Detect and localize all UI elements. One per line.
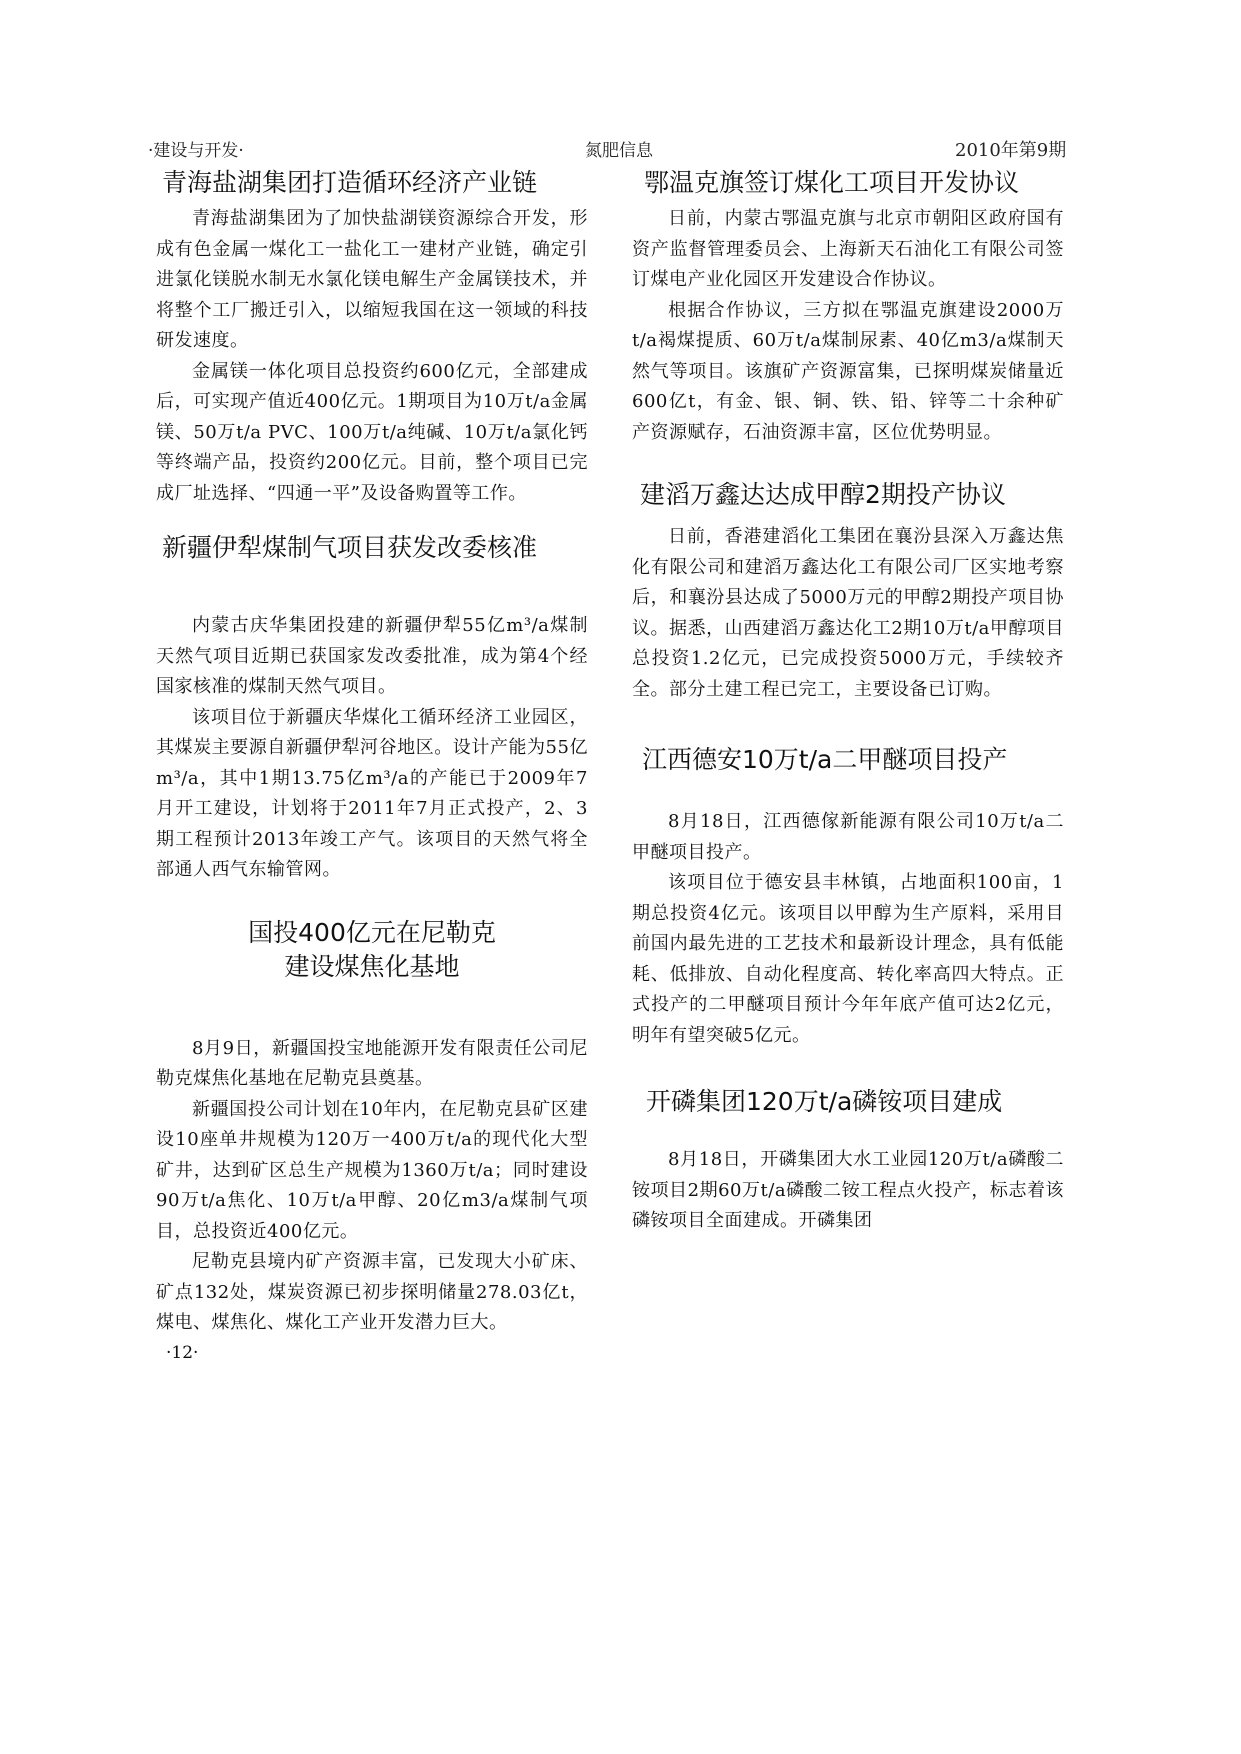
article-guotou-nileke: [156, 916, 588, 1339]
article-title: 建滔万鑫达达成甲醇2期投产协议: [640, 480, 1006, 509]
article-paragraph: 日前，香港建滔化工集团在襄汾县深入万鑫达焦化有限公司和建滔万鑫达化工有限公司厂区实地考察后，和襄汾县达成了5000万元的甲醇2期投产项目协议。据悉，山西建滔万鑫达化工2期10万t/a甲醇项目总投资1.2亿元，已完成投资5000万元，手续较齐全。部分土建工程已完工，主要设备已订购。: [632, 526, 1064, 700]
page-number: ·12·: [166, 1342, 199, 1363]
right-column: [632, 166, 1064, 1237]
header-journal: 氮肥信息: [585, 141, 653, 161]
left-column: [156, 166, 588, 1363]
article-paragraph: 8月18日，江西德傢新能源有限公司10万t/a二甲醚项目投产。: [632, 811, 1064, 863]
article-title: 青海盐湖集团打造循环经济产业链: [162, 168, 538, 197]
article-paragraph: 8月18日，开磷集团大水工业园120万t/a磷酸二铵项目2期60万t/a磷酸二铵工程点火投产，标志着该磷铵项目全面建成。开磷集团: [632, 1149, 1064, 1231]
article-paragraph: 该项目位于新疆庆华煤化工循环经济工业园区，其煤炭主要源自新疆伊犁河谷地区。设计产能为55亿m³/a，其中1期13.75亿m³/a的产能已于2009年7月开工建设，计划将于2011年7月正式投产，2、3期工程预计2013年竣工产气。该项目的天然气将全部通人西气东输管网。: [156, 706, 588, 880]
header-section: ·建设与开发·: [148, 141, 244, 161]
article-paragraph: 新疆国投公司计划在10年内，在尼勒克县矿区建设10座单井规模为120万一400万t/a的现代化大型矿井，达到矿区总生产规模为1360万t/a；同时建设90万t/a焦化、10万t/a甲醇、20亿m3/a煤制气项目，总投资近400亿元。: [156, 1098, 588, 1242]
article-paragraph: 根据合作协议，三方拟在鄂温克旗建设2000万t/a褐煤提质、60万t/a煤制尿素、40亿m3/a煤制天然气等项目。该旗矿产资源富集，已探明煤炭储量近600亿t，有金、银、铜、铁、铅、锌等二十余种矿产资源赋存，石油资源丰富，区位优势明显。: [632, 299, 1064, 443]
article-paragraph: 内蒙古庆华集团投建的新疆伊犁55亿m³/a煤制天然气项目近期已获国家发改委批准，成为第4个经国家核准的煤制天然气项目。: [156, 615, 588, 697]
article-title: 鄂温克旗签订煤化工项目开发协议: [644, 168, 1020, 197]
article-paragraph: 该项目位于德安县丰林镇，占地面积100亩，1期总投资4亿元。该项目以甲醇为生产原料，采用目前国内最先进的工艺技术和最新设计理念，具有低能耗、低排放、自动化程度高、转化率高四大特点。正式投产的二甲醚项目预计今年年底产值可达2亿元，明年有望突破5亿元。: [632, 872, 1064, 1046]
article-xinjiang-yili: [156, 531, 588, 886]
article-paragraph: 日前，内蒙古鄂温克旗与北京市朝阳区政府国有资产监督管理委员会、上海新天石油化工有限公司签订煤电产业化园区开发建设合作协议。: [632, 208, 1064, 290]
article-jiantao-wanxinda: [632, 478, 1064, 705]
article-title-line1: 国投400亿元在尼勒克: [248, 917, 496, 947]
article-paragraph: 青海盐湖集团为了加快盐湖镁资源综合开发，形成有色金属一煤化工一盐化工一建材产业链，确定引进氯化镁脱水制无水氯化镁电解生产金属镁技术，并将整个工厂搬迁引入，以缩短我国在这一领域的科技研发速度。: [156, 208, 588, 351]
article-qinghai-salt-lake: [156, 166, 588, 509]
article-title-line2: 建设煤焦化基地: [284, 951, 460, 981]
article-kailin-group: [632, 1085, 1064, 1237]
article-paragraph: 8月9日，新疆国投宝地能源开发有限责任公司尼勒克煤焦化基地在尼勒克县奠基。: [156, 1037, 588, 1089]
article-jiangxi-dean: [632, 743, 1064, 1051]
header-issue: 2010年第9期: [955, 140, 1067, 161]
article-paragraph: 尼勒克县境内矿产资源丰富，已发现大小矿床、矿点132处，煤炭资源已初步探明储量278.03亿t，煤电、煤焦化、煤化工产业开发潜力巨大。: [156, 1251, 588, 1333]
article-title: 江西德安10万t/a二甲醚项目投产: [642, 745, 1008, 774]
article-title: [156, 916, 588, 984]
article-paragraph: 金属镁一体化项目总投资约600亿元，全部建成后，可实现产值近400亿元。1期项目为10万t/a金属镁、50万t/a PVC、100万t/a纯碱、10万t/a氯化钙等终端产品，投资约200亿元。目前，整个项目已完成厂址选择、“四通一平”及设备购置等工作。: [156, 360, 588, 504]
article-title: 新疆伊犁煤制气项目获发改委核准: [162, 533, 538, 562]
article-ewenki: [632, 166, 1064, 448]
article-title: 开磷集团120万t/a磷铵项目建成: [646, 1087, 1003, 1116]
